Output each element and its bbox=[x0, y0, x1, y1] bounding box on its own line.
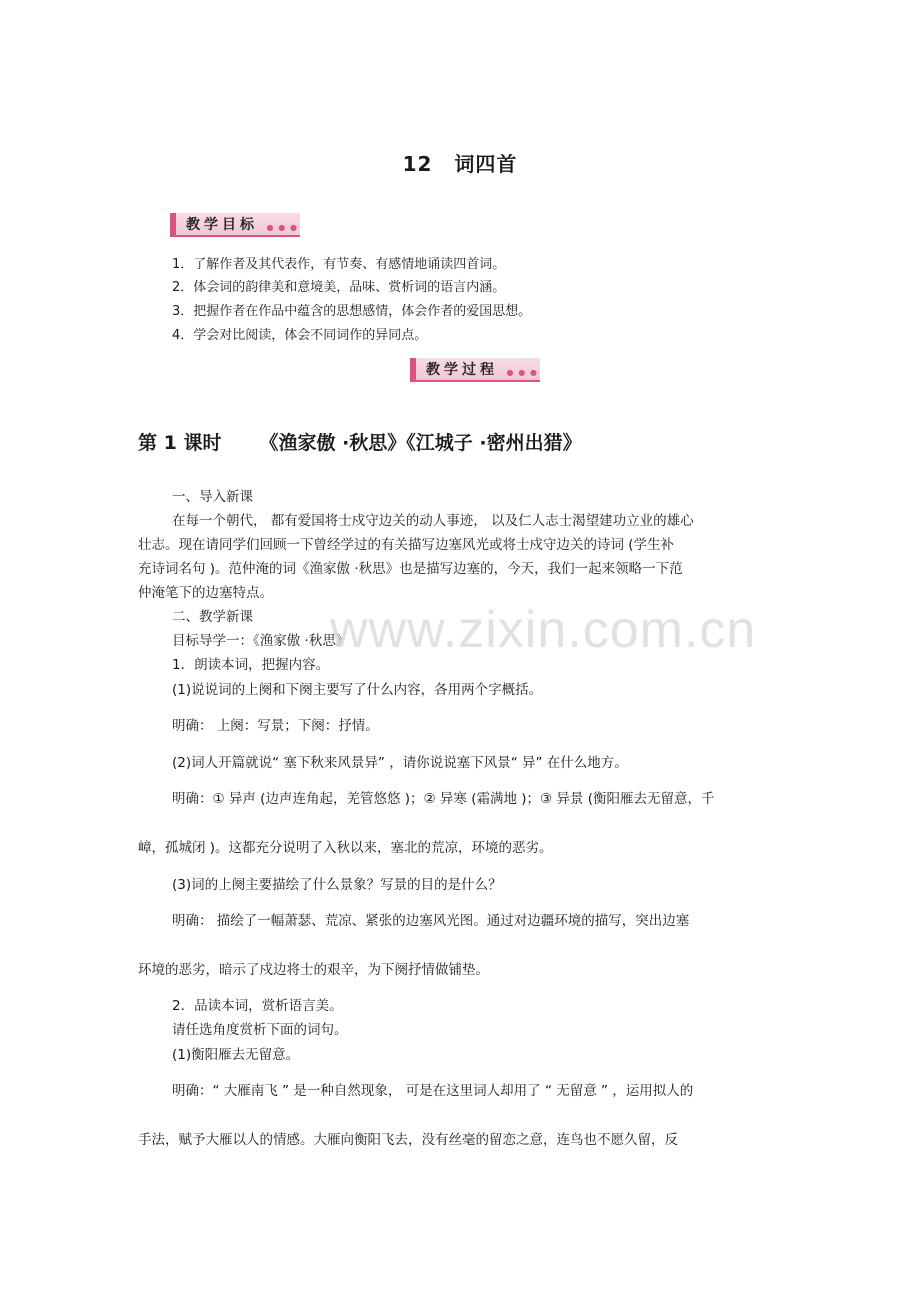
text-line: 在每一个朝代， 都有爱国将士戍守边关的动人事迹， 以及仁人志士渴望建功立业的雄心 bbox=[172, 513, 694, 529]
banner-dots-icon: ● ● ● bbox=[506, 367, 538, 377]
lesson-label: 第 1 课时 bbox=[138, 432, 222, 454]
lesson-heading bbox=[138, 428, 582, 455]
text-line: (2)词人开篇就说“ 塞下秋来风景异” ，请你说说塞下风景“ 异” 在什么地方。 bbox=[172, 755, 628, 771]
section-banner-goals-label: 教学目标 bbox=[186, 217, 258, 233]
text-line: (1)说说词的上阕和下阕主要写了什么内容，各用两个字概括。 bbox=[172, 682, 543, 698]
text-line: 请任选角度赏析下面的词句。 bbox=[172, 1022, 348, 1038]
lesson-number: 12 bbox=[402, 152, 433, 176]
watermark: www.zixin.com.cn bbox=[330, 601, 757, 659]
goal-item: 2．体会词的韵律美和意境美，品味、赏析词的语言内涵。 bbox=[172, 280, 506, 295]
text-line: 二、教学新课 bbox=[172, 609, 253, 625]
text-line: 明确： 上阕：写景；下阕：抒情。 bbox=[172, 718, 379, 734]
text-line: 明确：① 异声 (边声连角起，羌管悠悠 )；② 异寒 (霜满地 )；③ 异景 (衡阳雁去无留意，千 bbox=[172, 791, 715, 807]
goal-item: 3．把握作者在作品中蕴含的思想感情，体会作者的爱国思想。 bbox=[172, 304, 532, 319]
text-line: 1．朗读本词，把握内容。 bbox=[172, 657, 330, 673]
text-line: 环境的恶劣，暗示了戍边将士的艰辛，为下阕抒情做铺垫。 bbox=[138, 962, 489, 978]
text-line: 嶂，孤城闭 )。这都充分说明了入秋以来，塞北的荒凉，环境的恶劣。 bbox=[138, 840, 553, 856]
lesson-title: 词四首 bbox=[454, 152, 518, 176]
text-line: 仲淹笔下的边塞特点。 bbox=[138, 585, 273, 601]
text-line: (3)词的上阕主要描绘了什么景象？写景的目的是什么？ bbox=[172, 877, 502, 893]
text-line: 2．品读本词，赏析语言美。 bbox=[172, 998, 343, 1014]
section-banner-goals bbox=[170, 213, 300, 237]
text-line: (1)衡阳雁去无留意。 bbox=[172, 1047, 300, 1063]
goal-item: 1．了解作者及其代表作，有节奏、有感情地诵读四首词。 bbox=[172, 257, 506, 272]
lesson-works: 《渔家傲 ·秋思》《江城子 ·密州出猎》 bbox=[259, 432, 582, 454]
text-line: 明确： 描绘了一幅萧瑟、荒凉、紧张的边塞风光图。通过对边疆环境的描写，突出边塞 bbox=[172, 913, 690, 929]
banner-dots-icon: ● ● ● bbox=[266, 222, 298, 232]
text-line: 一、导入新课 bbox=[172, 489, 253, 505]
section-banner-process bbox=[410, 358, 540, 382]
goal-item: 4．学会对比阅读，体会不同词作的异同点。 bbox=[172, 328, 428, 343]
text-line: 明确：“ 大雁南飞 ” 是一种自然现象， 可是在这里词人却用了 “ 无留意 ” ，运用拟人的 bbox=[172, 1083, 694, 1099]
page-title bbox=[0, 148, 920, 177]
text-line: 手法，赋予大雁以人的情感。大雁向衡阳飞去，没有丝毫的留恋之意，连鸟也不愿久留，反 bbox=[138, 1132, 678, 1148]
text-line: 充诗词名句 )。范仲淹的词《渔家傲 ·秋思》也是描写边塞的，今天，我们一起来领略一下范 bbox=[138, 561, 683, 577]
text-line: 目标导学一：《渔家傲 ·秋思》 bbox=[172, 633, 350, 649]
text-line: 壮志。现在请同学们回顾一下曾经学过的有关描写边塞风光或将士戍守边关的诗词 (学生补 bbox=[138, 537, 675, 553]
section-banner-process-label: 教学过程 bbox=[426, 362, 498, 378]
